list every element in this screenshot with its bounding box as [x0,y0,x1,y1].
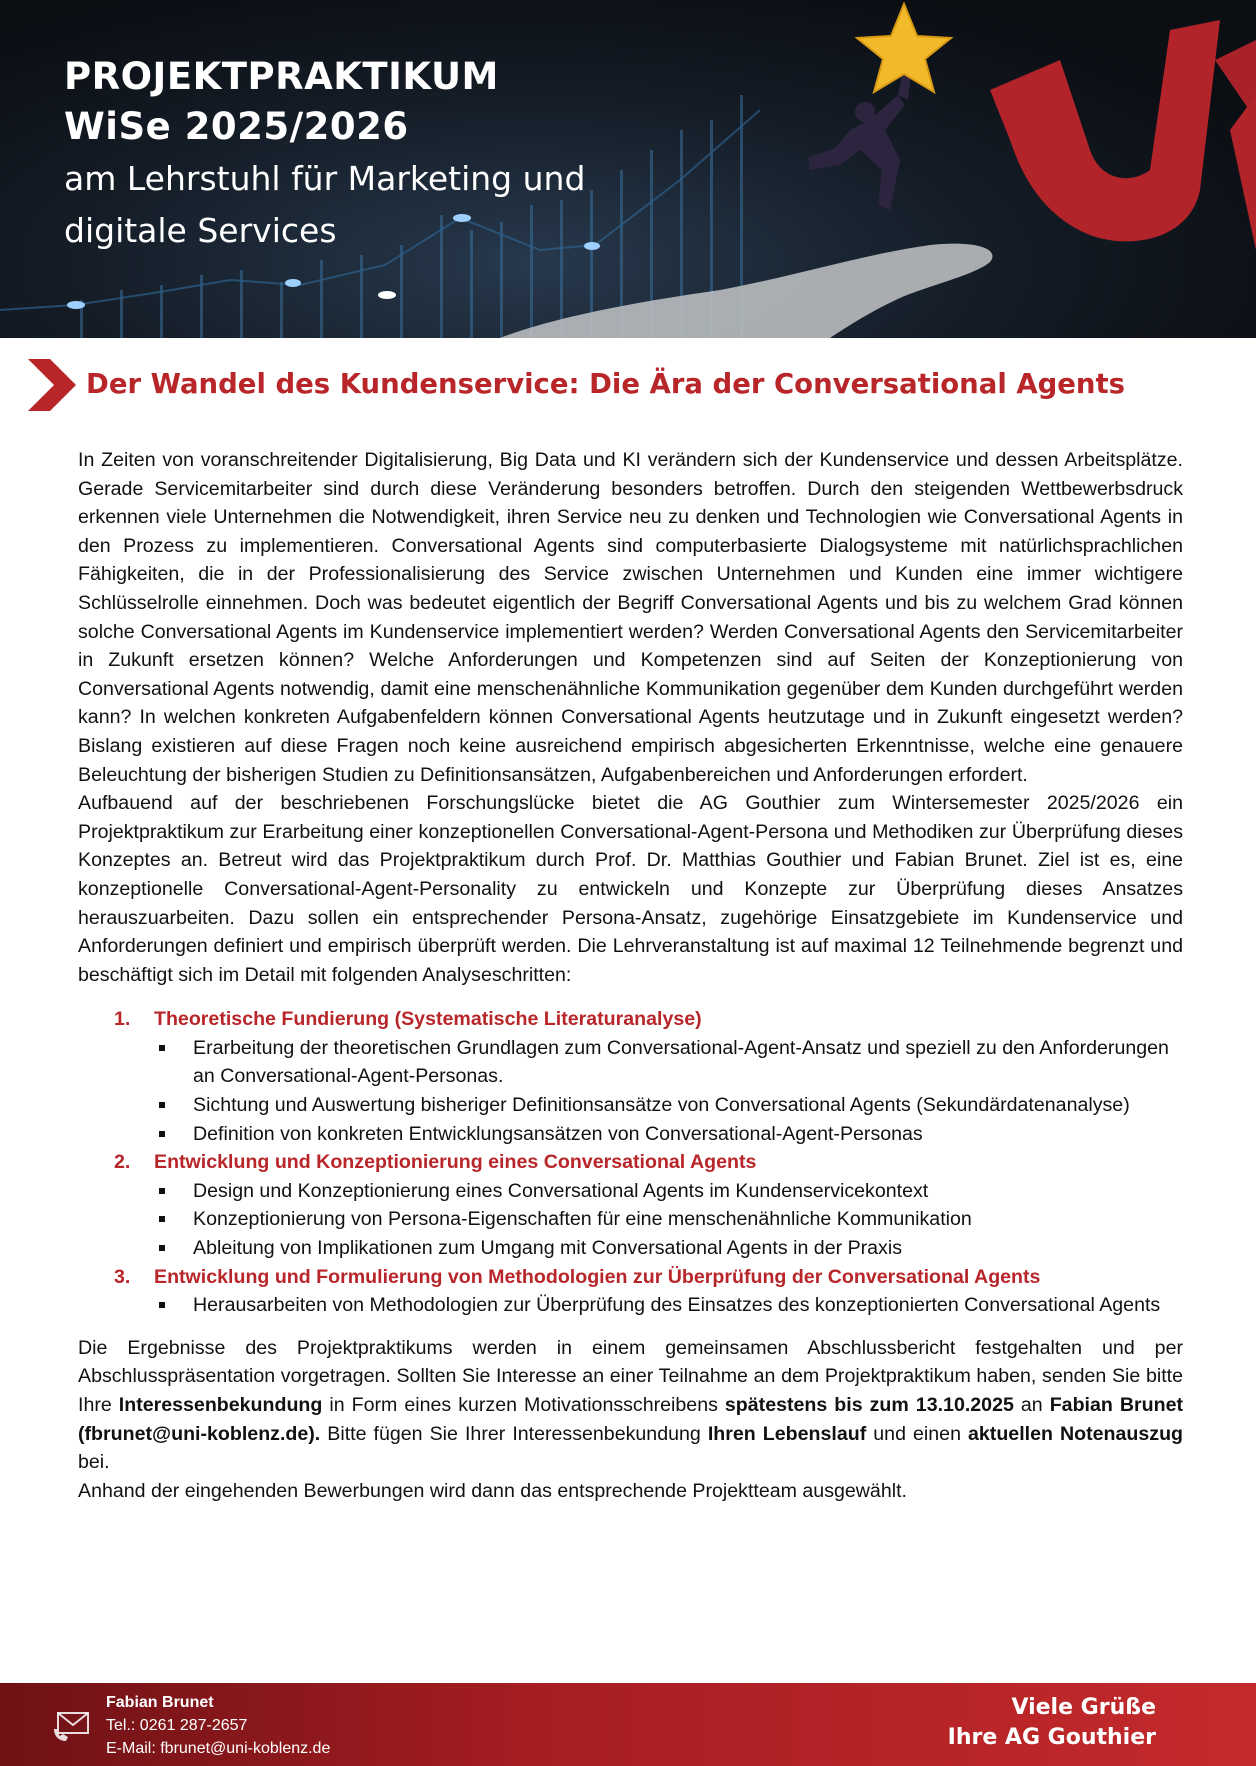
bullet-item: Konzeptionierung von Persona-Eigenschaften für eine menschenähnliche Kommunikation [157,1205,1183,1234]
header-banner [0,0,1256,338]
bullet-item: Ableitung von Implikationen zum Umgang mit Conversational Agents in der Praxis [157,1234,1183,1263]
bullet-square-icon [157,1034,193,1091]
bullet-square-icon [157,1205,193,1234]
contact-email-link[interactable]: Fabian Brunet (fbrunet@uni-koblenz.de). [78,1394,1183,1445]
intro-paragraph: In Zeiten von voranschreitender Digitalisierung, Big Data und KI verändern sich der Kundenservice und dessen Arbeitsplätze. Gerade Servicemitarbeiter sind durch diese Veränderung besonders betroffen. Durch den steigenden Wettbewerbsdruck erkennen viele Unternehmen die Notwendigkeit, ihren Service neu zu denken und Technologien wie Conversational Agents in den Prozess zu implementieren. Conversational Agents sind computerbasierte Dialogsysteme mit natürlichsprachlichen Fähigkeiten, die in der Professionalisierung des Service zwischen Unternehmen und Kunden eine immer wichtigere Schlüsselrolle einnehmen. Doch was bedeutet eigentlich der Begriff Conversational Agents und bis zu welchem Grad können solche Conversational Agents im Kundenservice implementiert werden? Werden Conversational Agents den Servicemitarbeiter in Zukunft ersetzen können? Welche Anforderungen und Kompetenzen sind auf Seiten der Konzeptionierung von Conversational Agents notwendig, damit eine menschenähnliche Kommunikation gegenüber dem Kunden durchgeführt werden kann? In welchen konkreten Aufgabenfeldern können Conversational Agents heutzutage und in Zukunft eingesetzt werden? Bislang existieren auf diese Fragen noch keine ausreichend empirisch abgesicherten Erkenntnisse, welche eine genauere Beleuchtung der bisherigen Studien zu Definitionsansätzen, Aufgabenbereichen und Anforderungen erfordert. [78,449,1183,786]
header-subtitle-line1: am Lehrstuhl für Marketing und [64,159,586,198]
chevron-right-icon [26,359,78,411]
step-title: Theoretische Fundierung (Systematische Literaturanalyse) [154,1008,702,1031]
step-number: 1. [114,1008,131,1031]
bullet-square-icon [157,1177,193,1206]
project-paragraph: Aufbauend auf der beschriebenen Forschungslücke bietet die AG Gouthier zum Wintersemester 2025/2026 ein Projektpraktikum zur Erarbeitung einer konzeptionellen Conversational-Agent-Persona und Methodiken zur Überprüfung dieses Konzeptes an. Betreut wird das Projektpraktikum durch Prof. Dr. Matthias Gouthier und Fabian Brunet. Ziel ist es, eine konzeptionelle Conversational-Agent-Personality zu entwickeln und Konzepte zur Überprüfung dieses Ansatzes herauszuarbeiten. Dazu sollen ein entsprechender Persona-Ansatz, zugehörige Einsatzgebiete im Kundenservice und Anforderungen definiert und empirisch überprüft werden. Die Lehrveranstaltung ist auf maximal 12 Teilnehmende begrenzt und beschäftigt sich im Detail mit folgenden Analyseschritten: [78,792,1183,986]
section-heading [26,359,1226,411]
bullet-item: Herausarbeiten von Methodologien zur Überprüfung des Einsatzes des konzeptionierten Conversational Agents [157,1291,1183,1320]
step-bullets [78,1177,1183,1263]
step-number: 2. [114,1151,131,1174]
contact-phone[interactable]: Tel.: 0261 287-2657 [106,1717,248,1734]
bullet-item: Definition von konkreten Entwicklungsansätzen von Conversational-Agent-Personas [157,1120,1183,1149]
bullet-item: Sichtung und Auswertung bisheriger Definitionsansätze von Conversational Agents (Sekundärdatenanalyse) [157,1091,1183,1120]
footer-bar [0,1683,1256,1766]
header-title-line2: WiSe 2025/2026 [64,105,409,148]
bullet-square-icon [157,1291,193,1320]
signature-team: Ihre AG Gouthier [947,1725,1156,1750]
contact-block [106,1691,330,1760]
step-item [78,1263,1183,1320]
body-content [78,446,1183,1505]
analysis-steps-list [78,1005,1183,1320]
bullet-square-icon [157,1234,193,1263]
step-heading [78,1263,1183,1292]
bullet-square-icon [157,1120,193,1149]
section-title: Der Wandel des Kundenservice: Die Ära der Conversational Agents [86,368,1126,400]
header-subtitle-line2: digitale Services [64,211,337,250]
step-title: Entwicklung und Konzeptionierung eines Conversational Agents [154,1151,757,1174]
header-title-line1: PROJEKTPRAKTIKUM [64,55,499,98]
final-paragraph: Anhand der eingehenden Bewerbungen wird dann das entsprechende Projektteam ausgewählt. [78,1479,907,1502]
step-bullets [78,1291,1183,1320]
contact-name: Fabian Brunet [106,1694,214,1711]
step-item [78,1005,1183,1148]
uk-logo [990,0,1256,250]
bullet-square-icon [157,1091,193,1120]
step-title: Entwicklung und Formulierung von Methodologien zur Überprüfung der Conversational Agents [154,1265,1041,1288]
jumping-figure-illustration [808,60,912,210]
header-text-block [64,52,585,256]
contact-email[interactable]: E-Mail: fbrunet@uni-koblenz.de [106,1740,331,1757]
step-item [78,1148,1183,1262]
mail-phone-icon [52,1709,92,1743]
step-heading [78,1148,1183,1177]
step-number: 3. [114,1265,131,1288]
closing-paragraph: Die Ergebnisse des Projektpraktikums werden in einem gemeinsamen Abschlussbericht festgehalten und per Abschlusspräsentation vorgetragen. Sollten Sie Interesse an einer Teilnahme an dem Projektpraktikum haben, senden Sie bitte Ihre Interessenbekundung in Form eines kurzen Motivationsschreibens spätestens bis zum 13.10.2025 an Fabian Brunet (fbrunet@uni-koblenz.de). Bitte fügen Sie Ihrer Interessenbekundung Ihren Lebenslauf und einen aktuellen Notenauszug bei. [78,1336,1184,1474]
signature-block [948,1693,1156,1753]
hand-illustration [500,244,993,338]
step-heading [78,1005,1183,1034]
signature-greeting: Viele Grüße [1011,1695,1156,1720]
bullet-item: Erarbeitung der theoretischen Grundlagen zum Conversational-Agent-Ansatz und speziell zu den Anforderungen an Conversational-Agent-Personas. [157,1034,1183,1091]
step-bullets [78,1034,1183,1148]
bullet-item: Design und Konzeptionierung eines Conversational Agents im Kundenservicekontext [157,1177,1183,1206]
